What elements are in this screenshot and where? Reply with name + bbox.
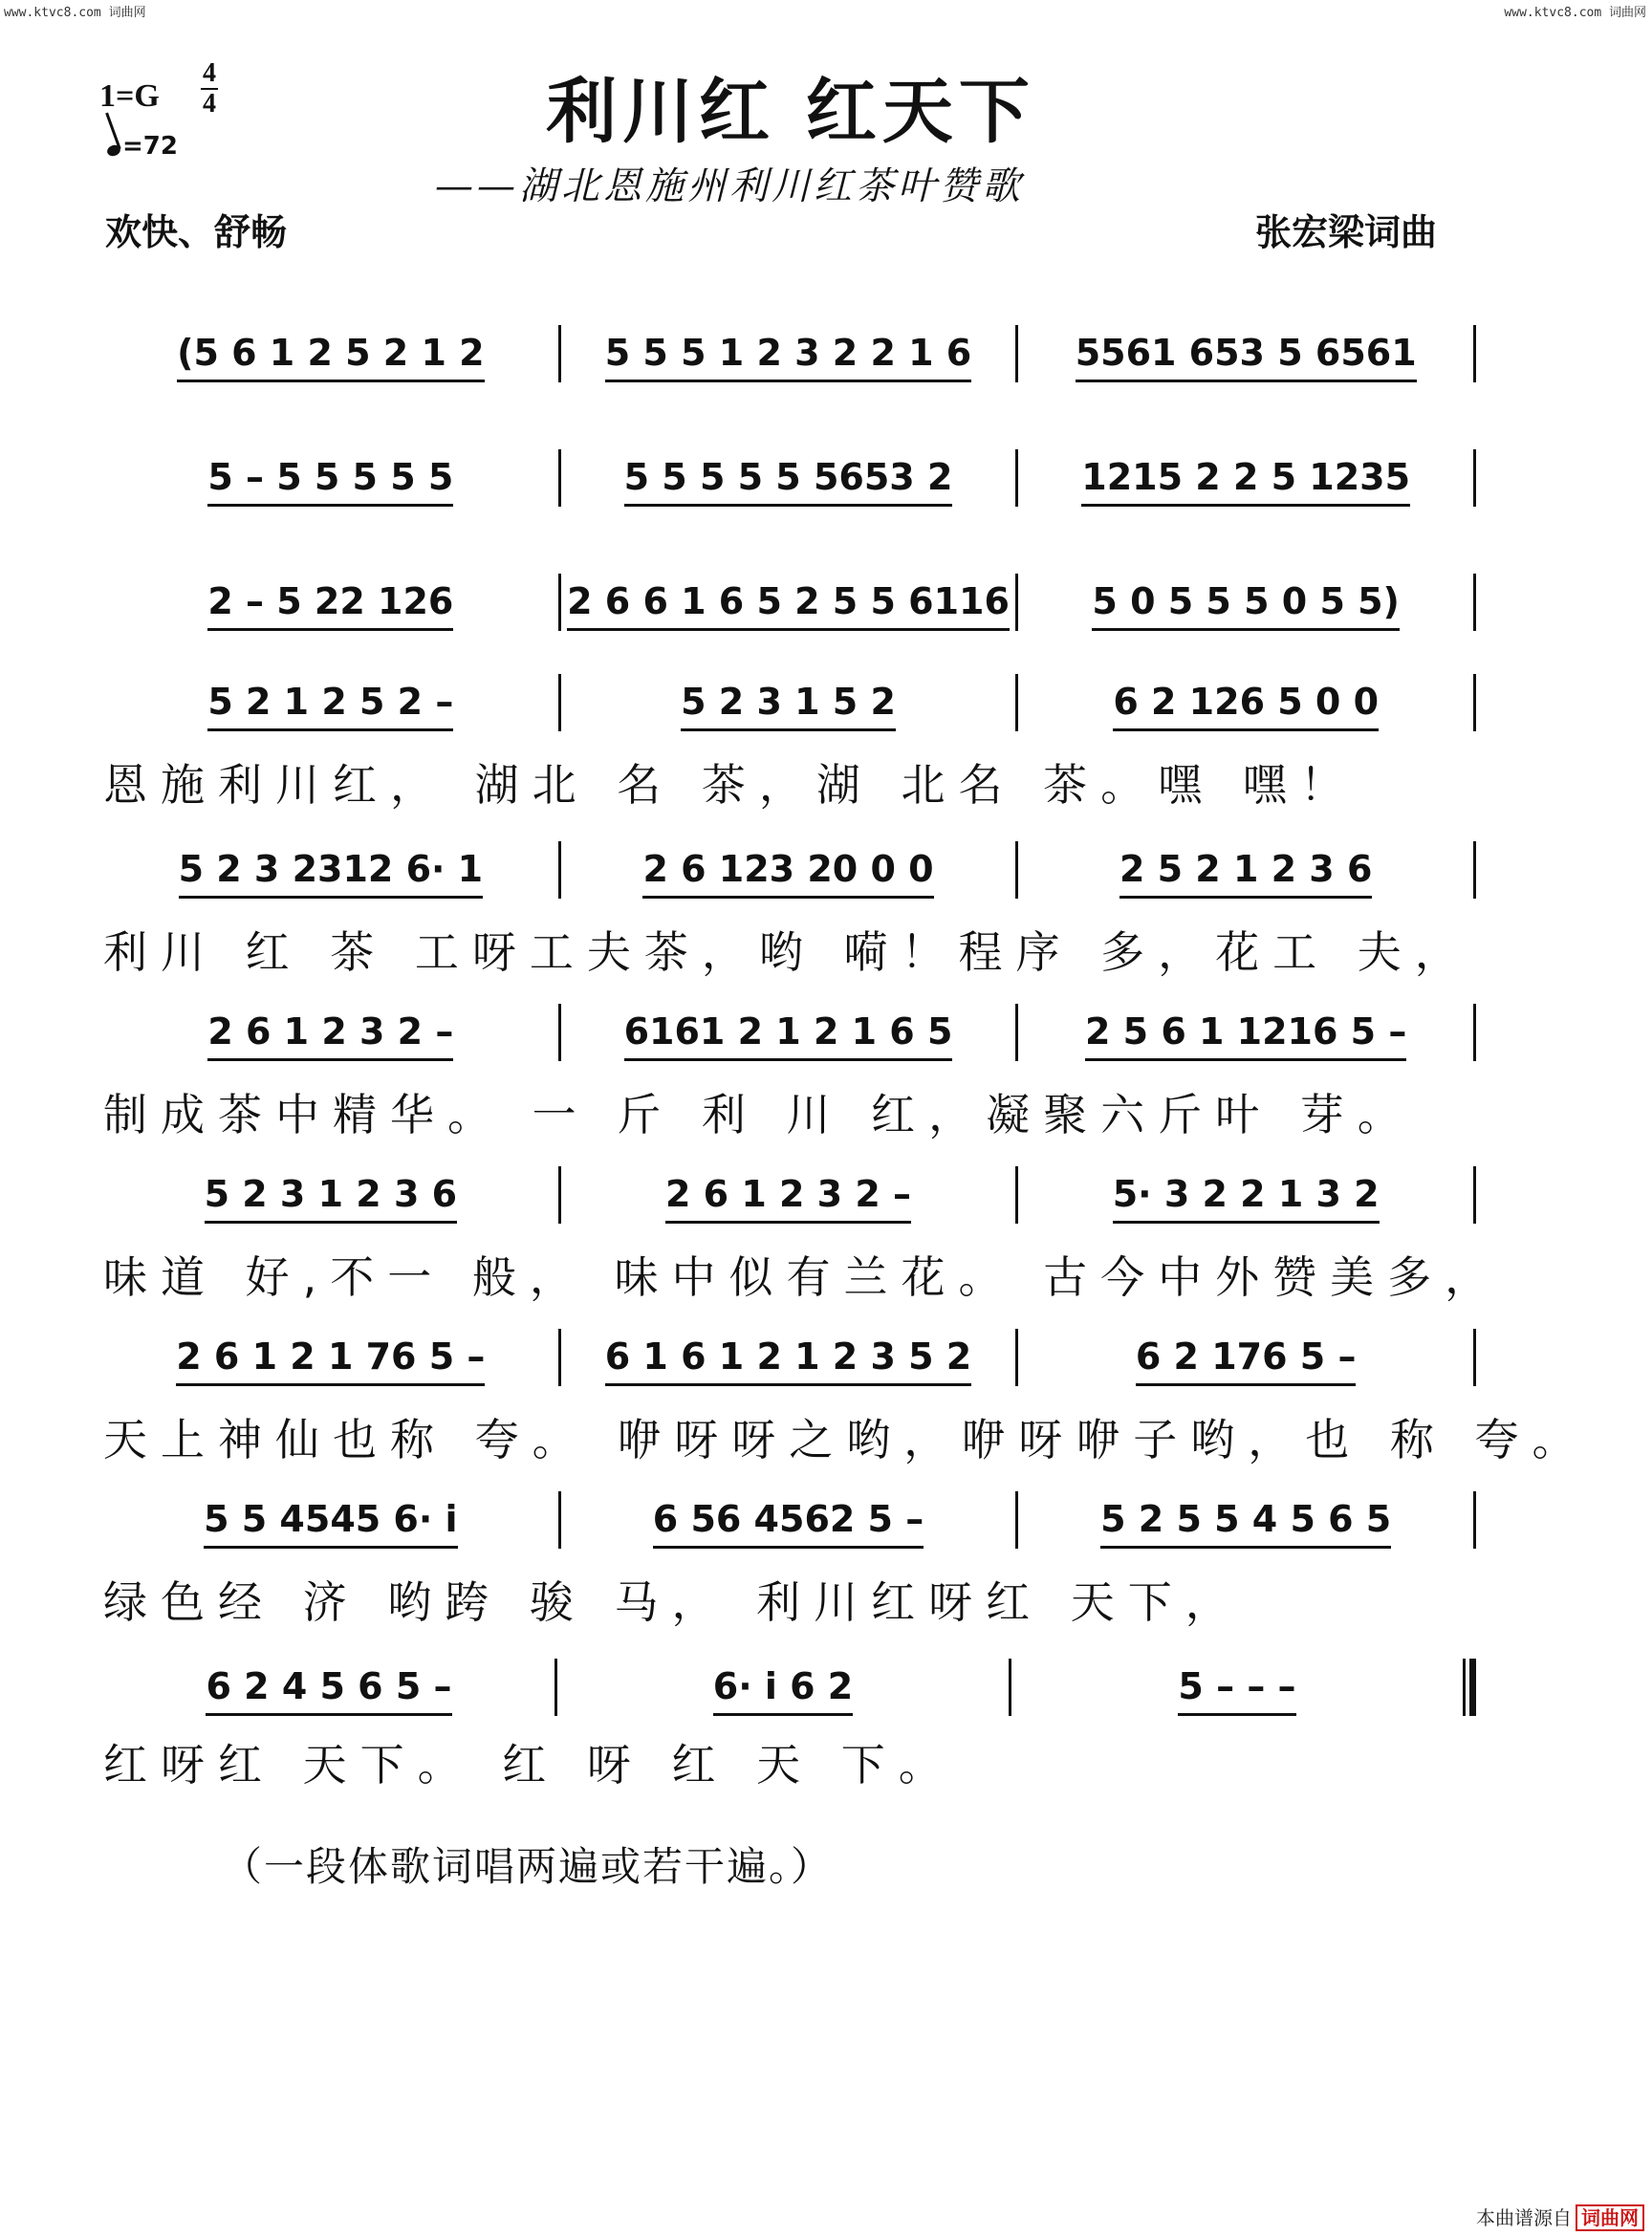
measure (103, 1335, 558, 1386)
measure-notes: 5 – – – (1178, 1665, 1295, 1716)
measure-notes: 5 2 1 2 5 2 – (207, 681, 453, 731)
measure (103, 332, 558, 382)
notation-line (103, 449, 1476, 507)
song-subtitle: ——湖北恩施州利川红茶叶赞歌 (435, 164, 1024, 208)
measure-notes: 5 2 3 1 5 2 (681, 681, 896, 731)
measure (103, 1665, 554, 1716)
performance-note: （一段体歌词唱两遍或若干遍。） (222, 1843, 834, 1890)
notation-line (103, 1004, 1476, 1061)
measure (1018, 1498, 1473, 1549)
barline (1473, 1004, 1476, 1061)
measure-notes: 2 6 1 2 1 76 5 – (176, 1335, 485, 1386)
measure (557, 1665, 1009, 1716)
lyrics-line: 制成茶中精华。 一 斤 利 川 红，凝聚六斤叶 芽。 (103, 1089, 1415, 1140)
measure (561, 332, 1016, 382)
measure (1018, 681, 1473, 731)
measure-notes: 6· i 6 2 (713, 1665, 853, 1716)
measure-notes: 2 5 2 1 2 3 6 (1119, 848, 1372, 899)
composer-credit: 张宏梁词曲 (1255, 211, 1438, 253)
measure (1011, 1665, 1463, 1716)
barline (1473, 574, 1476, 631)
lyrics-line: 红呀红 天下。 红 呀 红 天 下。 (103, 1739, 956, 1791)
measure-notes: 6 2 4 5 6 5 – (206, 1665, 451, 1716)
measure-notes: 1215 2 2 5 1235 (1081, 456, 1410, 507)
notation-line (103, 574, 1476, 631)
measure-notes: 2 6 123 20 0 0 (642, 848, 933, 899)
barline (1473, 841, 1476, 899)
measure (103, 681, 558, 731)
barline (1473, 325, 1476, 382)
measure-notes: 6 2 176 5 – (1136, 1335, 1357, 1386)
key-signature: 1=G (99, 78, 160, 114)
measure (103, 1498, 558, 1549)
measure (103, 580, 558, 631)
measure (103, 848, 558, 899)
measure (561, 456, 1016, 507)
measure (561, 580, 1016, 631)
site-watermark-right: www.ktvc8.com 词曲网 (1504, 6, 1646, 20)
measure-notes: 5 2 3 1 2 3 6 (205, 1173, 457, 1224)
measure (561, 681, 1016, 731)
notation-line (103, 1329, 1476, 1386)
lyrics-line: 绿色经 济 哟跨 骏 马， 利川红呀红 天下， (103, 1576, 1243, 1628)
measure (1018, 332, 1473, 382)
measure-notes: 5 2 3 2312 6· 1 (179, 848, 484, 899)
measure-notes: 6161 2 1 2 1 6 5 (624, 1010, 953, 1061)
measure (561, 1173, 1016, 1224)
lyrics-line: 天上神仙也称 夸。 咿呀呀之哟，咿呀咿子哟，也 称 夸。 (103, 1414, 1590, 1465)
lyrics-line: 味道 好,不一 般， 味中似有兰花。 古今中外赞美多， (103, 1251, 1503, 1303)
measure-notes: 5 5 5 5 5 5653 2 (624, 456, 953, 507)
measure-notes: 5 5 5 1 2 3 2 2 1 6 (605, 332, 971, 382)
barline (1463, 1659, 1476, 1716)
measure (1018, 1335, 1473, 1386)
time-signature-top: 4 (203, 58, 216, 88)
measure-notes: 2 5 6 1 1216 5 – (1085, 1010, 1406, 1061)
measure (561, 1498, 1016, 1549)
measure (1018, 1173, 1473, 1224)
barline (1473, 449, 1476, 507)
notation-line (103, 325, 1476, 382)
barline (1473, 1166, 1476, 1224)
measure-notes: 5561 653 5 6561 (1076, 332, 1417, 382)
measure (1018, 580, 1473, 631)
measure (1018, 848, 1473, 899)
song-title: 利川红 红天下 (546, 71, 1035, 153)
measure-notes: (5 6 1 2 5 2 1 2 (177, 332, 485, 382)
notation-line (103, 1491, 1476, 1549)
measure-notes: 5 – 5 5 5 5 5 (207, 456, 453, 507)
measure (1018, 1010, 1473, 1061)
notation-line (103, 1659, 1476, 1716)
measure (103, 456, 558, 507)
measure-notes: 5· 3 2 2 1 3 2 (1113, 1173, 1380, 1224)
measure-notes: 2 6 1 2 3 2 – (665, 1173, 911, 1224)
measure-notes: 6 56 4562 5 – (653, 1498, 924, 1549)
barline (1473, 1491, 1476, 1549)
measure (1018, 456, 1473, 507)
measure (561, 1335, 1016, 1386)
mood-marking: 欢快、舒畅 (105, 211, 288, 253)
barline (1473, 1329, 1476, 1386)
notation-line (103, 841, 1476, 899)
notation-line (103, 1166, 1476, 1224)
measure-notes: 2 – 5 22 126 (207, 580, 453, 631)
site-watermark-left: www.ktvc8.com 词曲网 (4, 6, 146, 20)
time-signature-bottom: 4 (203, 89, 216, 119)
measure (103, 1173, 558, 1224)
measure-notes: 6 1 6 1 2 1 2 3 5 2 (605, 1335, 971, 1386)
site-logo: 词曲网 (1576, 2204, 1644, 2231)
measure-notes: 5 5 4545 6· i (204, 1498, 457, 1549)
barline (1473, 674, 1476, 731)
measure-notes: 5 0 5 5 5 0 5 5) (1092, 580, 1400, 631)
tempo-value: =72 (122, 132, 178, 161)
measure-notes: 2 6 1 2 3 2 – (207, 1010, 453, 1061)
measure (561, 1010, 1016, 1061)
lyrics-line: 利川 红 茶 工呀工夫茶，哟 嗬！程序 多，花工 夫， (103, 926, 1472, 978)
measure (103, 1010, 558, 1061)
footer-source-text: 本曲谱源自 (1476, 2206, 1572, 2229)
measure-notes: 6 2 126 5 0 0 (1113, 681, 1379, 731)
footer-source (1476, 2203, 1644, 2230)
measure-notes: 2 6 6 1 6 5 2 5 5 6116 (567, 580, 1010, 631)
measure-notes: 5 2 5 5 4 5 6 5 (1100, 1498, 1391, 1549)
lyrics-line: 恩施利川红， 湖北 名 茶，湖 北名 茶。嘿 嘿！ (103, 759, 1358, 811)
notation-line (103, 674, 1476, 731)
measure (561, 848, 1016, 899)
